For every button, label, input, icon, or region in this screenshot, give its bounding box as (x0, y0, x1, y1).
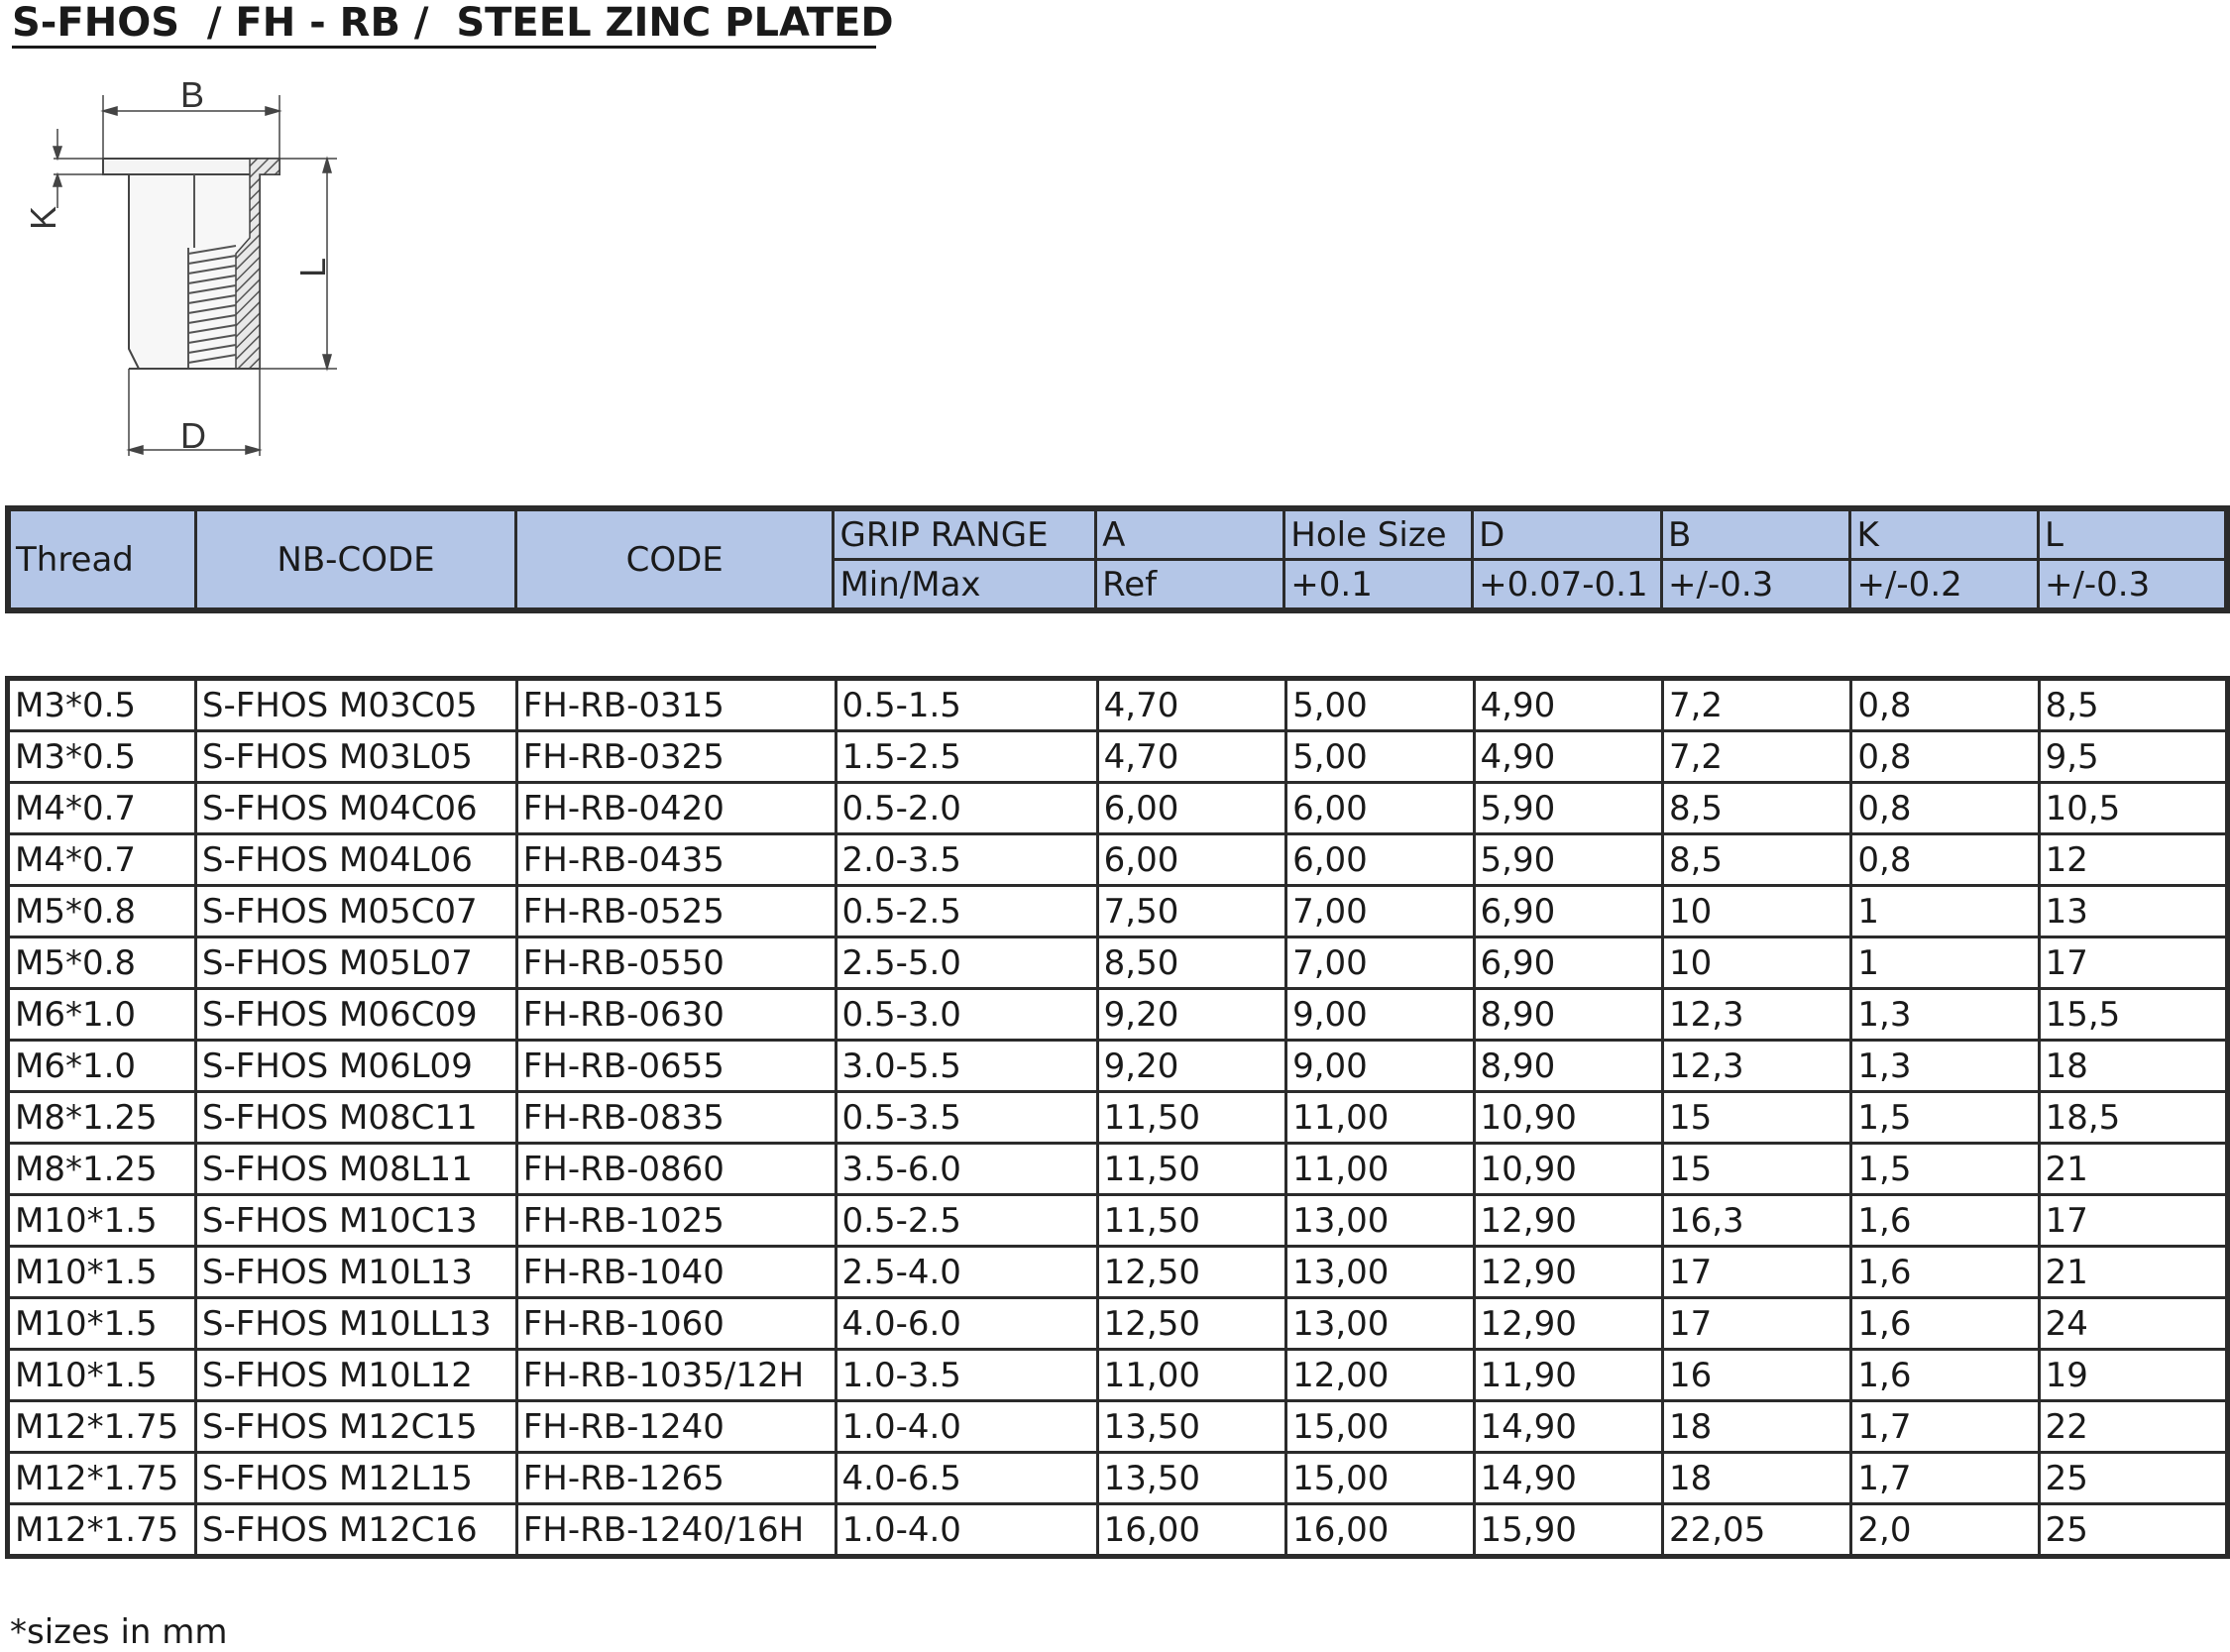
table-row (8, 937, 2228, 989)
header-thread: Thread (8, 508, 196, 610)
cell-hole-size: 13,00 (1286, 1247, 1474, 1298)
cell-nb-code: S-FHOS M10L12 (195, 1350, 516, 1401)
cell-k: 1,5 (1851, 1144, 2039, 1195)
cell-b: 8,5 (1662, 834, 1850, 886)
cell-k: 2,0 (1851, 1504, 2039, 1557)
cell-k: 1,3 (1851, 989, 2039, 1041)
cell-b: 12,3 (1662, 1041, 1850, 1092)
cell-code: FH-RB-1040 (516, 1247, 836, 1298)
cell-l: 17 (2039, 937, 2227, 989)
header-l-sub: +/-0.3 (2038, 560, 2227, 611)
cell-hole-size: 6,00 (1286, 783, 1474, 834)
cell-thread: M10*1.5 (8, 1350, 196, 1401)
cell-l: 13 (2039, 886, 2227, 937)
table-row (8, 1504, 2228, 1557)
cell-grip-range: 0.5-2.5 (836, 1195, 1097, 1247)
cell-d: 12,90 (1474, 1247, 1662, 1298)
header-hole-size-sub: +0.1 (1284, 560, 1473, 611)
cell-a: 4,70 (1097, 679, 1285, 731)
table-row (8, 1453, 2228, 1504)
header-row (8, 508, 2227, 560)
cell-code: FH-RB-1060 (516, 1298, 836, 1350)
cell-a: 9,20 (1097, 1041, 1285, 1092)
cell-hole-size: 15,00 (1286, 1453, 1474, 1504)
table-row (8, 679, 2228, 731)
cell-grip-range: 0.5-3.0 (836, 989, 1097, 1041)
cell-k: 1 (1851, 937, 2039, 989)
cell-nb-code: S-FHOS M03L05 (195, 731, 516, 783)
header-nb-code: NB-CODE (196, 508, 516, 610)
cell-thread: M8*1.25 (8, 1092, 196, 1144)
rivet-nut-drawing (0, 59, 357, 466)
cell-a: 13,50 (1097, 1453, 1285, 1504)
cell-nb-code: S-FHOS M04L06 (195, 834, 516, 886)
cell-l: 8,5 (2039, 679, 2227, 731)
cell-b: 10 (1662, 886, 1850, 937)
cell-b: 15 (1662, 1144, 1850, 1195)
cell-b: 7,2 (1662, 679, 1850, 731)
cell-d: 6,90 (1474, 886, 1662, 937)
cell-thread: M10*1.5 (8, 1298, 196, 1350)
cell-thread: M3*0.5 (8, 679, 196, 731)
cell-k: 1,7 (1851, 1401, 2039, 1453)
cell-a: 16,00 (1097, 1504, 1285, 1557)
cell-grip-range: 0.5-1.5 (836, 679, 1097, 731)
cell-hole-size: 11,00 (1286, 1144, 1474, 1195)
cell-d: 8,90 (1474, 989, 1662, 1041)
cell-code: FH-RB-0325 (516, 731, 836, 783)
cell-nb-code: S-FHOS M12L15 (195, 1453, 516, 1504)
cell-hole-size: 7,00 (1286, 886, 1474, 937)
cell-code: FH-RB-1240 (516, 1401, 836, 1453)
cell-code: FH-RB-1035/12H (516, 1350, 836, 1401)
cell-code: FH-RB-0315 (516, 679, 836, 731)
cell-thread: M12*1.75 (8, 1504, 196, 1557)
label-k: K (23, 205, 63, 230)
cell-hole-size: 9,00 (1286, 1041, 1474, 1092)
cell-k: 1,6 (1851, 1350, 2039, 1401)
cell-d: 4,90 (1474, 731, 1662, 783)
cell-l: 22 (2039, 1401, 2227, 1453)
header-d-sub: +0.07-0.1 (1473, 560, 1662, 611)
cell-k: 0,8 (1851, 783, 2039, 834)
cell-b: 8,5 (1662, 783, 1850, 834)
cell-a: 12,50 (1097, 1247, 1285, 1298)
label-d: D (180, 415, 206, 456)
header-d: D (1473, 508, 1662, 560)
cell-thread: M4*0.7 (8, 834, 196, 886)
cell-hole-size: 7,00 (1286, 937, 1474, 989)
cell-d: 8,90 (1474, 1041, 1662, 1092)
cell-grip-range: 0.5-2.5 (836, 886, 1097, 937)
cell-l: 17 (2039, 1195, 2227, 1247)
table-row (8, 1401, 2228, 1453)
cell-d: 12,90 (1474, 1298, 1662, 1350)
cell-grip-range: 0.5-2.0 (836, 783, 1097, 834)
label-b: B (180, 74, 205, 115)
cell-l: 18 (2039, 1041, 2227, 1092)
cell-d: 10,90 (1474, 1092, 1662, 1144)
cell-code: FH-RB-1025 (516, 1195, 836, 1247)
cell-code: FH-RB-0420 (516, 783, 836, 834)
header-k: K (1850, 508, 2038, 560)
cell-grip-range: 2.5-5.0 (836, 937, 1097, 989)
table-row (8, 1041, 2228, 1092)
cell-l: 9,5 (2039, 731, 2227, 783)
cell-k: 0,8 (1851, 731, 2039, 783)
cell-grip-range: 1.0-4.0 (836, 1504, 1097, 1557)
cell-a: 4,70 (1097, 731, 1285, 783)
cell-b: 17 (1662, 1298, 1850, 1350)
cell-b: 17 (1662, 1247, 1850, 1298)
cell-l: 25 (2039, 1453, 2227, 1504)
cell-b: 10 (1662, 937, 1850, 989)
table-row (8, 886, 2228, 937)
cell-a: 11,50 (1097, 1092, 1285, 1144)
cell-hole-size: 5,00 (1286, 731, 1474, 783)
header-b-sub: +/-0.3 (1662, 560, 1850, 611)
cell-l: 25 (2039, 1504, 2227, 1557)
table-row (8, 1247, 2228, 1298)
cell-code: FH-RB-0550 (516, 937, 836, 989)
cell-l: 24 (2039, 1298, 2227, 1350)
cell-k: 0,8 (1851, 834, 2039, 886)
cell-d: 5,90 (1474, 834, 1662, 886)
cell-hole-size: 11,00 (1286, 1092, 1474, 1144)
cell-b: 15 (1662, 1092, 1850, 1144)
cell-a: 6,00 (1097, 834, 1285, 886)
cell-a: 11,50 (1097, 1195, 1285, 1247)
cell-thread: M5*0.8 (8, 937, 196, 989)
cell-b: 7,2 (1662, 731, 1850, 783)
cell-code: FH-RB-1240/16H (516, 1504, 836, 1557)
cell-nb-code: S-FHOS M03C05 (195, 679, 516, 731)
header-k-sub: +/-0.2 (1850, 560, 2038, 611)
cell-thread: M6*1.0 (8, 1041, 196, 1092)
dimension-k (54, 129, 103, 208)
cell-d: 10,90 (1474, 1144, 1662, 1195)
cell-hole-size: 15,00 (1286, 1401, 1474, 1453)
cell-k: 1,6 (1851, 1298, 2039, 1350)
cell-d: 14,90 (1474, 1401, 1662, 1453)
table-row (8, 1298, 2228, 1350)
cell-nb-code: S-FHOS M06C09 (195, 989, 516, 1041)
cell-thread: M10*1.5 (8, 1247, 196, 1298)
cell-grip-range: 1.0-4.0 (836, 1401, 1097, 1453)
cell-grip-range: 0.5-3.5 (836, 1092, 1097, 1144)
cell-a: 11,00 (1097, 1350, 1285, 1401)
cell-code: FH-RB-0435 (516, 834, 836, 886)
table-row (8, 1144, 2228, 1195)
cell-b: 18 (1662, 1401, 1850, 1453)
cell-d: 4,90 (1474, 679, 1662, 731)
cell-d: 12,90 (1474, 1195, 1662, 1247)
cell-a: 13,50 (1097, 1401, 1285, 1453)
cell-a: 7,50 (1097, 886, 1285, 937)
cell-hole-size: 9,00 (1286, 989, 1474, 1041)
cell-grip-range: 3.0-5.5 (836, 1041, 1097, 1092)
header-hole-size: Hole Size (1284, 508, 1473, 560)
cell-nb-code: S-FHOS M10L13 (195, 1247, 516, 1298)
table-row (8, 783, 2228, 834)
cell-thread: M4*0.7 (8, 783, 196, 834)
cell-d: 6,90 (1474, 937, 1662, 989)
cell-nb-code: S-FHOS M10C13 (195, 1195, 516, 1247)
header-grip-range: GRIP RANGE (834, 508, 1096, 560)
cell-d: 15,90 (1474, 1504, 1662, 1557)
cell-b: 16,3 (1662, 1195, 1850, 1247)
table-row (8, 834, 2228, 886)
cell-k: 0,8 (1851, 679, 2039, 731)
cell-nb-code: S-FHOS M12C16 (195, 1504, 516, 1557)
cell-nb-code: S-FHOS M05C07 (195, 886, 516, 937)
cell-grip-range: 3.5-6.0 (836, 1144, 1097, 1195)
cell-thread: M3*0.5 (8, 731, 196, 783)
header-code: CODE (515, 508, 834, 610)
cell-b: 12,3 (1662, 989, 1850, 1041)
header-a-sub: Ref (1096, 560, 1284, 611)
title-underline (12, 46, 876, 49)
cell-code: FH-RB-0525 (516, 886, 836, 937)
cell-l: 10,5 (2039, 783, 2227, 834)
cell-thread: M5*0.8 (8, 886, 196, 937)
cell-hole-size: 5,00 (1286, 679, 1474, 731)
cell-grip-range: 1.0-3.5 (836, 1350, 1097, 1401)
cell-l: 21 (2039, 1144, 2227, 1195)
cell-thread: M8*1.25 (8, 1144, 196, 1195)
table-row (8, 1350, 2228, 1401)
cell-k: 1,5 (1851, 1092, 2039, 1144)
cell-nb-code: S-FHOS M10LL13 (195, 1298, 516, 1350)
cell-l: 18,5 (2039, 1092, 2227, 1144)
cell-a: 12,50 (1097, 1298, 1285, 1350)
cell-nb-code: S-FHOS M05L07 (195, 937, 516, 989)
table-row (8, 1195, 2228, 1247)
cell-thread: M12*1.75 (8, 1401, 196, 1453)
cell-k: 1,6 (1851, 1195, 2039, 1247)
cell-hole-size: 13,00 (1286, 1298, 1474, 1350)
cell-b: 18 (1662, 1453, 1850, 1504)
cell-d: 11,90 (1474, 1350, 1662, 1401)
page-title: S-FHOS / FH - RB / STEEL ZINC PLATED (12, 0, 894, 46)
cell-code: FH-RB-0655 (516, 1041, 836, 1092)
cell-code: FH-RB-1265 (516, 1453, 836, 1504)
cell-nb-code: S-FHOS M06L09 (195, 1041, 516, 1092)
header-b: B (1662, 508, 1850, 560)
header-a: A (1096, 508, 1284, 560)
cell-b: 22,05 (1662, 1504, 1850, 1557)
cell-l: 19 (2039, 1350, 2227, 1401)
spec-table-body (5, 676, 2230, 1559)
table-row (8, 1092, 2228, 1144)
cell-a: 6,00 (1097, 783, 1285, 834)
cell-grip-range: 2.5-4.0 (836, 1247, 1097, 1298)
cell-k: 1,6 (1851, 1247, 2039, 1298)
header-l: L (2038, 508, 2227, 560)
cell-a: 9,20 (1097, 989, 1285, 1041)
cell-b: 16 (1662, 1350, 1850, 1401)
cell-grip-range: 1.5-2.5 (836, 731, 1097, 783)
cell-hole-size: 6,00 (1286, 834, 1474, 886)
table-row (8, 989, 2228, 1041)
cell-a: 8,50 (1097, 937, 1285, 989)
cell-hole-size: 16,00 (1286, 1504, 1474, 1557)
table-row (8, 731, 2228, 783)
cell-nb-code: S-FHOS M08C11 (195, 1092, 516, 1144)
cell-thread: M12*1.75 (8, 1453, 196, 1504)
cell-d: 14,90 (1474, 1453, 1662, 1504)
cell-thread: M10*1.5 (8, 1195, 196, 1247)
cell-a: 11,50 (1097, 1144, 1285, 1195)
spec-table-header (5, 505, 2230, 613)
footnote: *sizes in mm (10, 1612, 228, 1652)
label-l: L (292, 257, 333, 277)
cell-nb-code: S-FHOS M08L11 (195, 1144, 516, 1195)
cell-k: 1 (1851, 886, 2039, 937)
cell-l: 15,5 (2039, 989, 2227, 1041)
cell-code: FH-RB-0630 (516, 989, 836, 1041)
cell-k: 1,3 (1851, 1041, 2039, 1092)
cell-k: 1,7 (1851, 1453, 2039, 1504)
cell-hole-size: 12,00 (1286, 1350, 1474, 1401)
cell-thread: M6*1.0 (8, 989, 196, 1041)
cell-l: 12 (2039, 834, 2227, 886)
cell-nb-code: S-FHOS M04C06 (195, 783, 516, 834)
cell-grip-range: 4.0-6.0 (836, 1298, 1097, 1350)
cell-nb-code: S-FHOS M12C15 (195, 1401, 516, 1453)
cell-grip-range: 4.0-6.5 (836, 1453, 1097, 1504)
cell-code: FH-RB-0835 (516, 1092, 836, 1144)
header-grip-range-sub: Min/Max (834, 560, 1096, 611)
cell-grip-range: 2.0-3.5 (836, 834, 1097, 886)
cell-l: 21 (2039, 1247, 2227, 1298)
cell-hole-size: 13,00 (1286, 1195, 1474, 1247)
cell-d: 5,90 (1474, 783, 1662, 834)
cell-code: FH-RB-0860 (516, 1144, 836, 1195)
